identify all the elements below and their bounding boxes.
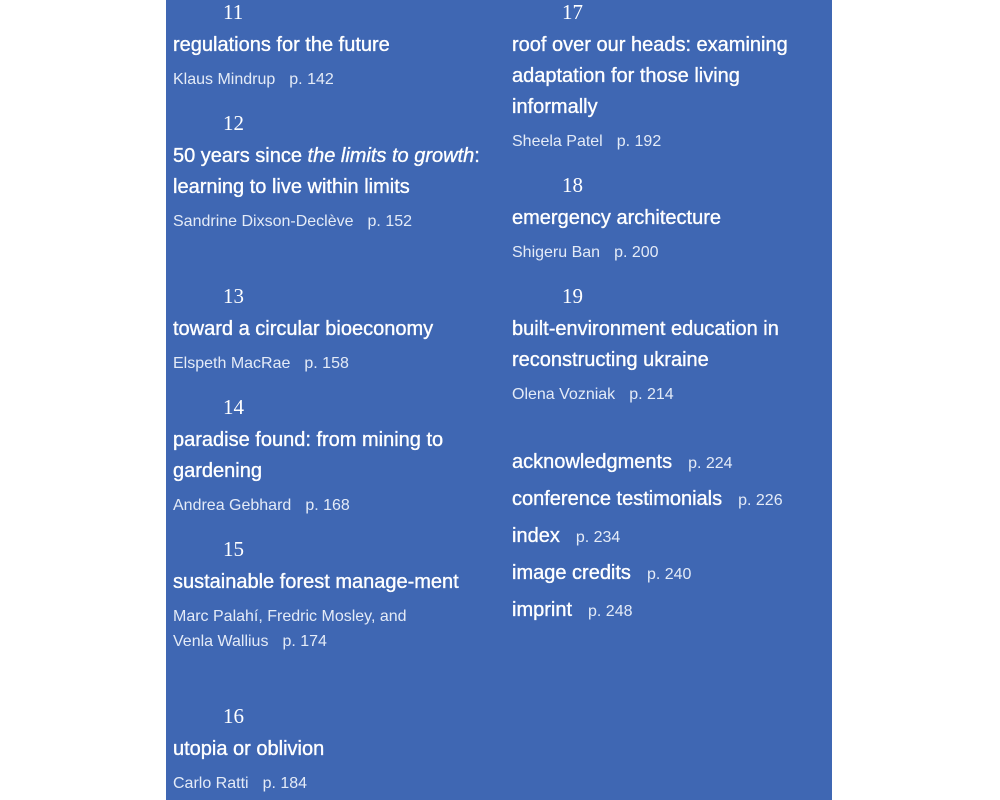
chapter-title: built-environment education in reconstructing ukraine	[512, 318, 779, 371]
chapter-title-emphasis: the limits to growth	[307, 145, 475, 167]
chapter-author: Marc Palahí, Fredric Mosley, and	[173, 608, 407, 625]
chapter-13[interactable]	[173, 284, 498, 376]
chapter-meta	[173, 493, 498, 518]
appendix-item-imprint[interactable]	[512, 599, 830, 636]
chapter-11[interactable]	[173, 0, 498, 92]
chapter-page: p. 200	[614, 244, 659, 261]
appendix-item-image-credits[interactable]	[512, 562, 830, 599]
chapter-title: utopia or oblivion	[173, 738, 325, 760]
chapter-author: Elspeth MacRae	[173, 355, 291, 372]
chapter-author: Sandrine Dixson-Declève	[173, 213, 354, 230]
chapter-number: 17	[562, 0, 583, 24]
chapter-meta	[173, 604, 498, 629]
chapter-15[interactable]	[173, 537, 498, 654]
chapter-17[interactable]	[512, 0, 830, 154]
chapter-author: Shigeru Ban	[512, 244, 601, 261]
contents-page	[166, 0, 832, 800]
chapter-meta	[173, 209, 498, 234]
appendix-item-conference-testimonials[interactable]	[512, 488, 830, 525]
chapter-page: p. 168	[305, 497, 350, 514]
chapter-title: emergency architecture	[512, 207, 721, 229]
chapter-author: Andrea Gebhard	[173, 497, 292, 514]
chapter-12[interactable]	[173, 111, 498, 234]
chapter-number: 19	[562, 284, 583, 308]
chapter-number: 13	[223, 284, 244, 308]
appendix-title: acknowledgments	[512, 451, 673, 473]
appendix-title: conference testimonials	[512, 488, 723, 510]
chapter-title: roof over our heads: examining adaptation for those living informally	[512, 34, 788, 118]
chapter-page: p. 184	[262, 775, 308, 792]
chapter-page: p. 152	[367, 213, 413, 230]
chapter-number: 15	[223, 537, 244, 561]
appendix-title: imprint	[512, 599, 573, 621]
chapter-page: p. 174	[282, 633, 327, 650]
chapter-meta	[173, 67, 498, 92]
appendix-page: p. 240	[646, 566, 692, 583]
appendix-page: p. 224	[688, 455, 733, 472]
chapter-19[interactable]	[512, 284, 830, 407]
chapter-meta	[173, 771, 498, 796]
chapter-author: Sheela Patel	[512, 133, 603, 150]
chapter-page: p. 158	[304, 355, 349, 372]
chapter-number: 14	[223, 395, 244, 419]
chapter-16[interactable]	[173, 704, 498, 796]
appendix-title: index	[512, 525, 560, 547]
chapter-author: Klaus Mindrup	[173, 71, 276, 88]
chapter-18[interactable]	[512, 173, 830, 265]
appendix-item-index[interactable]	[512, 525, 830, 562]
chapter-number: 18	[562, 173, 583, 197]
chapter-page: p. 142	[289, 71, 334, 88]
chapter-number: 16	[223, 704, 244, 728]
chapter-title: regulations for the future	[173, 34, 390, 56]
chapter-number: 12	[223, 111, 244, 135]
chapter-meta	[173, 351, 498, 376]
chapter-title: sustainable forest manage-ment	[173, 571, 459, 593]
chapter-title-part: 50 years since	[173, 145, 308, 167]
appendix-page: p. 226	[738, 492, 783, 509]
chapter-meta	[512, 382, 830, 407]
chapter-page: p. 214	[629, 386, 674, 403]
appendix-list	[512, 451, 830, 636]
chapter-page: p. 192	[616, 133, 662, 150]
chapter-author: Venla Wallius	[173, 633, 269, 650]
appendix-page: p. 234	[575, 529, 621, 546]
chapter-title	[173, 141, 498, 203]
chapter-author: Olena Vozniak	[512, 386, 616, 403]
chapter-meta	[512, 240, 830, 265]
chapter-14[interactable]	[173, 395, 498, 518]
chapter-title-part: : learning to live within limits	[173, 145, 480, 198]
chapter-number: 11	[223, 0, 244, 24]
chapter-title: toward a circular bioeconomy	[173, 318, 434, 340]
appendix-page: p. 248	[588, 603, 633, 620]
chapter-title: paradise found: from mining to gardening	[173, 429, 444, 482]
appendix-item-acknowledgments[interactable]	[512, 451, 830, 488]
chapter-meta	[512, 129, 830, 154]
appendix-title: image credits	[512, 562, 631, 584]
chapter-author: Carlo Ratti	[173, 775, 249, 792]
chapter-meta	[173, 629, 498, 654]
